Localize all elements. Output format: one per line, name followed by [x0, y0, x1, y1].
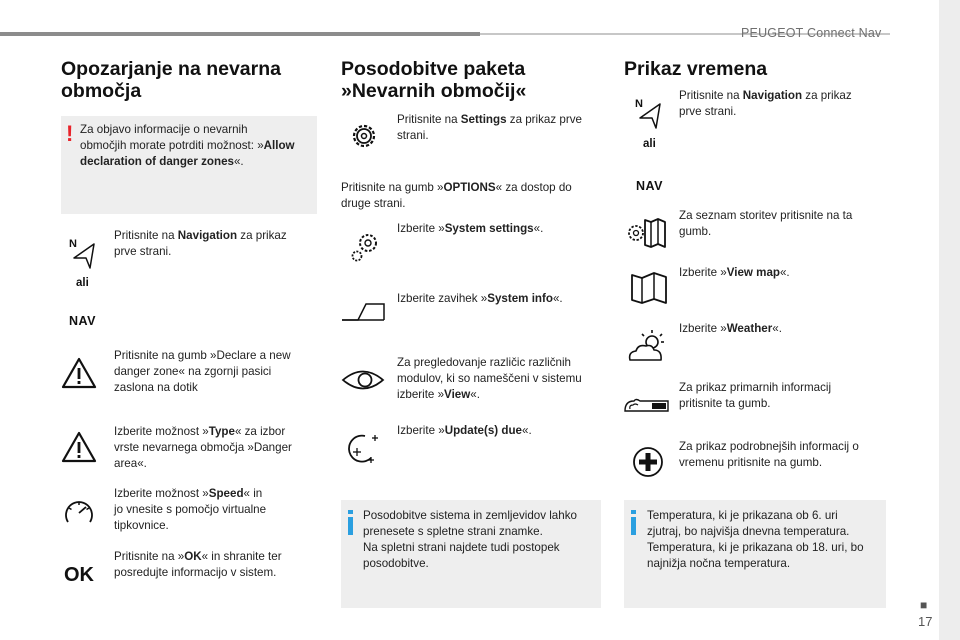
- svg-text:N: N: [69, 238, 77, 250]
- section-title-danger-zone-updates: Posodobitve paketa »Nevarnih območij«: [341, 58, 527, 102]
- nav-button-label[interactable]: NAV: [69, 314, 96, 328]
- step-detail-info-text: Za prikaz podrobnejših informacij o vremenu pritisnite na gumb.: [679, 440, 859, 469]
- warning-text: Za objavo informacije o nevarnih območjih morate potrditi možnost: »Allow declaration of danger zones«.: [80, 123, 295, 168]
- options-text: Pritisnite na gumb »OPTIONS« za dostop do druge strani.: [341, 181, 572, 210]
- step-type-text: Izberite možnost »Type« za izbor vrste nevarnega območja »Danger area«.: [114, 425, 292, 470]
- speedometer-icon[interactable]: [62, 496, 96, 530]
- step-declare-text: Pritisnite na gumb »Declare a new danger zone« na zgornji pasici zaslona na dotik: [114, 349, 291, 394]
- section-title-weather: Prikaz vremena: [624, 58, 768, 80]
- services-list-icon[interactable]: [627, 216, 669, 250]
- nav-button-label[interactable]: NAV: [636, 179, 663, 193]
- navigation-icon[interactable]: [68, 236, 98, 270]
- weather-icon[interactable]: [626, 328, 670, 364]
- section-title-danger-zones: Opozarjanje na nevarna območja: [61, 58, 281, 102]
- brand-label: PEUGEOT Connect Nav: [741, 26, 882, 40]
- system-settings-icon[interactable]: [348, 230, 382, 264]
- or-label: ali: [643, 138, 656, 150]
- weather-primary-info-icon[interactable]: [622, 395, 670, 415]
- warning-exclamation-icon: !: [66, 121, 74, 146]
- ok-button-label[interactable]: OK: [64, 564, 94, 586]
- step-weather-navigation-text: Pritisnite na Navigation za prikaz prve strani.: [679, 89, 852, 118]
- settings-gear-icon[interactable]: [348, 120, 380, 152]
- step-speed-text: Izberite možnost »Speed« in jo vnesite s pomočjo virtualne tipkovnice.: [114, 487, 267, 532]
- navigation-icon[interactable]: [634, 96, 664, 130]
- step-view-text: Za pregledovanje različic različnih modulov, ki so nameščeni v sistemu izberite »View«.: [397, 356, 582, 401]
- step-system-info-text: Izberite zavihek »System info«.: [397, 292, 563, 305]
- info-icon: [631, 510, 639, 536]
- page-side-strip: [939, 0, 960, 640]
- system-info-tab-icon[interactable]: [340, 300, 386, 324]
- warning-triangle-icon[interactable]: [61, 356, 97, 390]
- header-rule: [0, 32, 480, 36]
- step-settings-text: Pritisnite na Settings za prikaz prve strani.: [397, 113, 582, 142]
- page-number: 17: [918, 614, 933, 629]
- or-label: ali: [76, 277, 89, 289]
- warning-triangle-icon[interactable]: [61, 430, 97, 464]
- step-weather-text: Izberite »Weather«.: [679, 322, 782, 335]
- info-text-updates: Posodobitve sistema in zemljevidov lahko prenesete s spletne strani znamke. Na spletni strani najdete tudi postopek posodobitve.: [363, 509, 577, 570]
- info-text-temperature: Temperatura, ki je prikazana ob 6. uri zjutraj, bo najvišja dnevna temperatura. Temperatura, ki je prikazana ob 18. uri, bo najnižja nočna temperatura.: [647, 509, 864, 570]
- info-icon: [348, 510, 356, 536]
- step-view-map-text: Izberite »View map«.: [679, 266, 790, 279]
- step-navigation-text: Pritisnite na Navigation za prikaz prve strani.: [114, 229, 287, 258]
- plus-circle-icon[interactable]: [632, 446, 664, 478]
- update-icon[interactable]: [343, 428, 381, 468]
- map-icon[interactable]: [629, 270, 669, 306]
- step-update-text: Izberite »Update(s) due«.: [397, 424, 532, 437]
- step-primary-info-text: Za prikaz primarnih informacij pritisnite ta gumb.: [679, 381, 832, 410]
- page-marker: ■: [920, 598, 928, 612]
- svg-text:N: N: [635, 98, 643, 110]
- view-eye-icon[interactable]: [341, 367, 385, 393]
- step-ok-text: Pritisnite na »OK« in shranite ter posredujte informacijo v sistem.: [114, 550, 282, 579]
- step-system-settings-text: Izberite »System settings«.: [397, 222, 544, 235]
- step-services-list-text: Za seznam storitev pritisnite na ta gumb.: [679, 209, 853, 238]
